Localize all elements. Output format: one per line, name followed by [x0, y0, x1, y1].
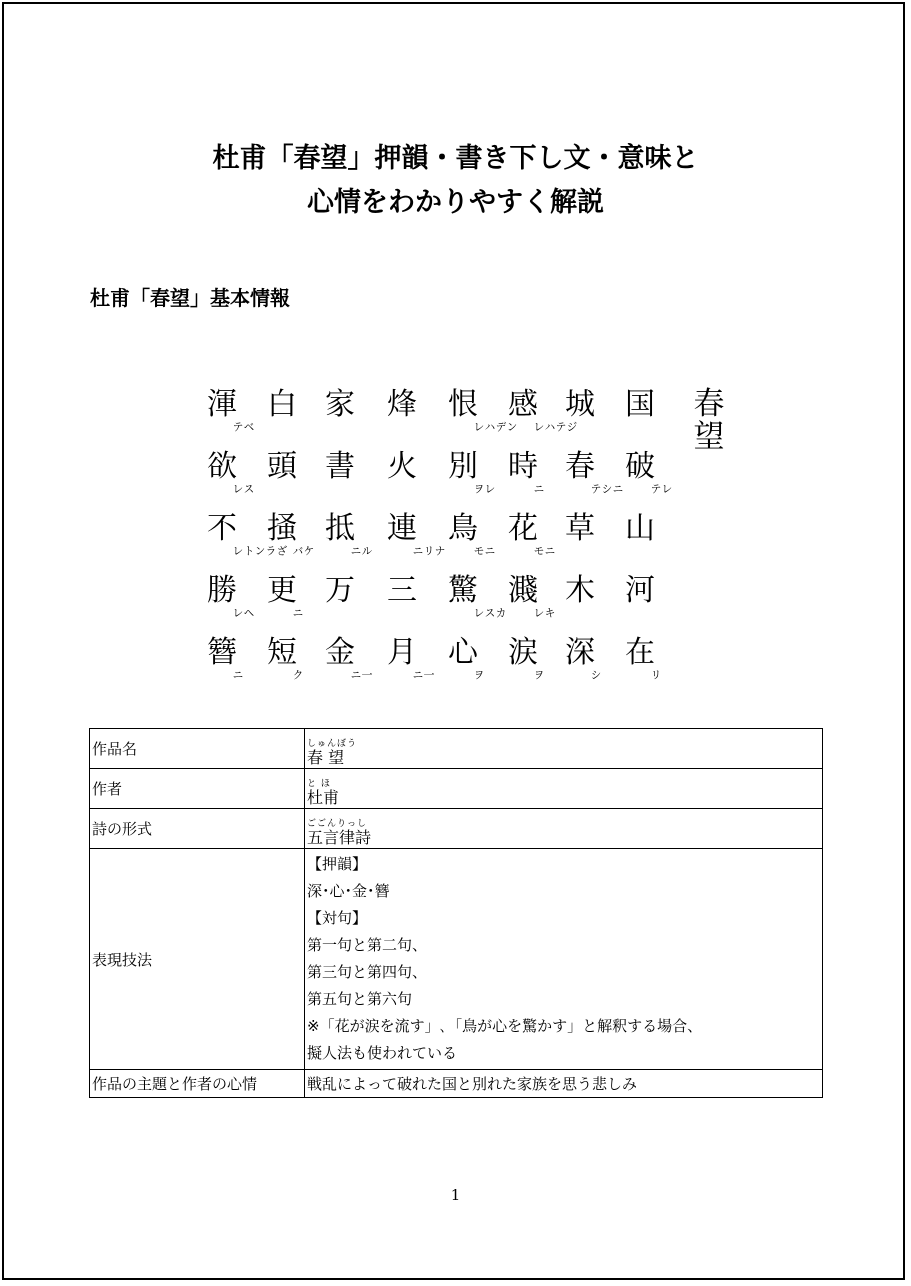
kanbun-char: 三: [387, 573, 417, 608]
kunten-mark: キ レ: [532, 607, 556, 618]
kanbun-char: 城: [565, 387, 595, 422]
kunten-mark: ざラント レ: [231, 545, 288, 556]
row-value: 戦乱によって破れた国と別れた家族を思う悲しみ: [305, 1070, 823, 1098]
kanbun-char: 山: [625, 511, 655, 546]
poem-form: 五言律詩: [307, 827, 372, 847]
kunten-mark: ク: [291, 669, 304, 680]
poem-title-char: 望: [693, 419, 725, 455]
kanbun-char: 万: [325, 573, 355, 608]
kunten-mark: ナリ ニ: [411, 545, 446, 556]
kanbun-char: 心: [448, 635, 478, 670]
furigana: と ほ: [307, 778, 331, 789]
ruby-text: [307, 820, 371, 846]
kunten-mark: ニ: [291, 607, 304, 618]
kanbun-char: 短: [267, 635, 297, 670]
row-key: 作品の主題と作者の心情: [90, 1070, 305, 1098]
kanbun-char: 家: [325, 387, 355, 422]
kunten-mark: ニ: [532, 483, 545, 494]
author-name: 杜甫: [307, 787, 340, 807]
kunten-mark: ベテ: [231, 421, 255, 432]
kanbun-char: 連: [387, 511, 417, 546]
kunten-mark: レヲ: [472, 483, 496, 494]
kunten-mark: ケバ: [291, 545, 315, 556]
kunten-mark: ニモ: [532, 545, 556, 556]
technique-line: 【対句】: [307, 909, 368, 927]
technique-line: 第三句と第四句、: [307, 963, 428, 981]
kanbun-char: 花: [508, 511, 538, 546]
kunten-mark: ンデハ レ: [472, 421, 518, 432]
page-title-line-2: 心情をわかりやすく解説: [307, 187, 604, 218]
kanbun-char: 木: [565, 573, 595, 608]
row-key: 表現技法: [90, 849, 305, 1070]
kanbun-char: 不: [207, 511, 237, 546]
kanbun-char: 金: [325, 635, 355, 670]
poem-title-char: 春: [693, 386, 725, 422]
kanbun-char: 時: [508, 449, 538, 484]
technique-line: 第一句と第二句、: [307, 936, 428, 954]
technique-line: 【押韻】: [307, 855, 368, 873]
kanbun-char: 簪: [207, 635, 237, 670]
work-title: 春 望: [307, 747, 345, 767]
row-value: [305, 729, 823, 769]
kanbun-char: 抵: [325, 511, 355, 546]
kanbun-char: 月: [387, 635, 417, 670]
row-key: 作品名: [90, 729, 305, 769]
kunten-mark: ヲ: [472, 669, 485, 680]
poem-title: [692, 388, 726, 454]
kunten-mark: 一 ニ: [411, 669, 435, 680]
row-value: [305, 769, 823, 809]
ruby-text: [307, 780, 339, 806]
row-value: [305, 849, 823, 1070]
kunten-mark: ヲ: [532, 669, 545, 680]
row-value: [305, 809, 823, 849]
technique-line: 擬人法も使われている: [307, 1044, 458, 1062]
kanbun-char: 在: [625, 635, 655, 670]
kanbun-char: 驚: [448, 573, 478, 608]
kanbun-char: 草: [565, 511, 595, 546]
kanbun-char: 河: [625, 573, 655, 608]
technique-line: ※「花が涙を流す」､「鳥が心を驚かす」と解釈する場合、: [307, 1017, 703, 1035]
kanbun-char: 春: [565, 449, 595, 484]
kunten-mark: ニシテ: [589, 483, 624, 494]
table-row: [90, 729, 823, 769]
kunten-mark: ル ニ: [349, 545, 373, 556]
kunten-mark: ニ: [231, 669, 244, 680]
kanbun-char: 白: [267, 387, 297, 422]
page-number: 1: [450, 1186, 461, 1204]
kunten-mark: シ: [589, 669, 602, 680]
kunten-mark: カス レ: [472, 607, 507, 618]
kunten-mark: ニモ: [472, 545, 496, 556]
kunten-mark: ス レ: [231, 483, 255, 494]
kanbun-char: 勝: [207, 573, 237, 608]
kunten-mark: ジテハ レ: [532, 421, 578, 432]
kanbun-char: 更: [267, 573, 297, 608]
kanbun-char: 鳥: [448, 511, 478, 546]
kanbun-char: 頭: [267, 449, 297, 484]
table-row: [90, 809, 823, 849]
kanbun-char: 火: [387, 449, 417, 484]
kanbun-char: 感: [508, 387, 538, 422]
kunten-mark: リ: [649, 669, 662, 680]
technique-line: 第五句と第六句: [307, 990, 413, 1008]
table-row: [90, 1070, 823, 1098]
kanbun-char: 別: [448, 449, 478, 484]
kunten-mark: 一 ニ: [349, 669, 373, 680]
row-key: 作者: [90, 769, 305, 809]
kunten-mark: レテ: [649, 483, 673, 494]
kanbun-char: 書: [325, 449, 355, 484]
table-row: [90, 769, 823, 809]
kanbun-char: 欲: [207, 449, 237, 484]
page-title-line-1: 杜甫「春望」押韻・書き下し文・意味と: [212, 143, 699, 174]
kanbun-char: 国: [625, 387, 655, 422]
kanbun-char: 涙: [508, 635, 538, 670]
ruby-text: [307, 740, 357, 766]
section-heading: 杜甫「春望」基本情報: [90, 286, 290, 310]
technique-line: 深･心･金･簪: [307, 882, 390, 900]
kanbun-char: 掻: [267, 511, 297, 546]
kunten-mark: ヘ レ: [231, 607, 255, 618]
furigana: しゅんぼう: [307, 738, 358, 749]
info-table: [89, 728, 823, 1098]
kanbun-char: 破: [625, 449, 655, 484]
kanbun-char: 濺: [508, 573, 538, 608]
table-row: [90, 849, 823, 1070]
furigana: ごごんりっし: [307, 818, 368, 829]
kanbun-char: 渾: [207, 387, 237, 422]
kanbun-char: 深: [565, 635, 595, 670]
kanbun-char: 恨: [448, 387, 478, 422]
kanbun-char: 烽: [387, 387, 417, 422]
row-key: 詩の形式: [90, 809, 305, 849]
